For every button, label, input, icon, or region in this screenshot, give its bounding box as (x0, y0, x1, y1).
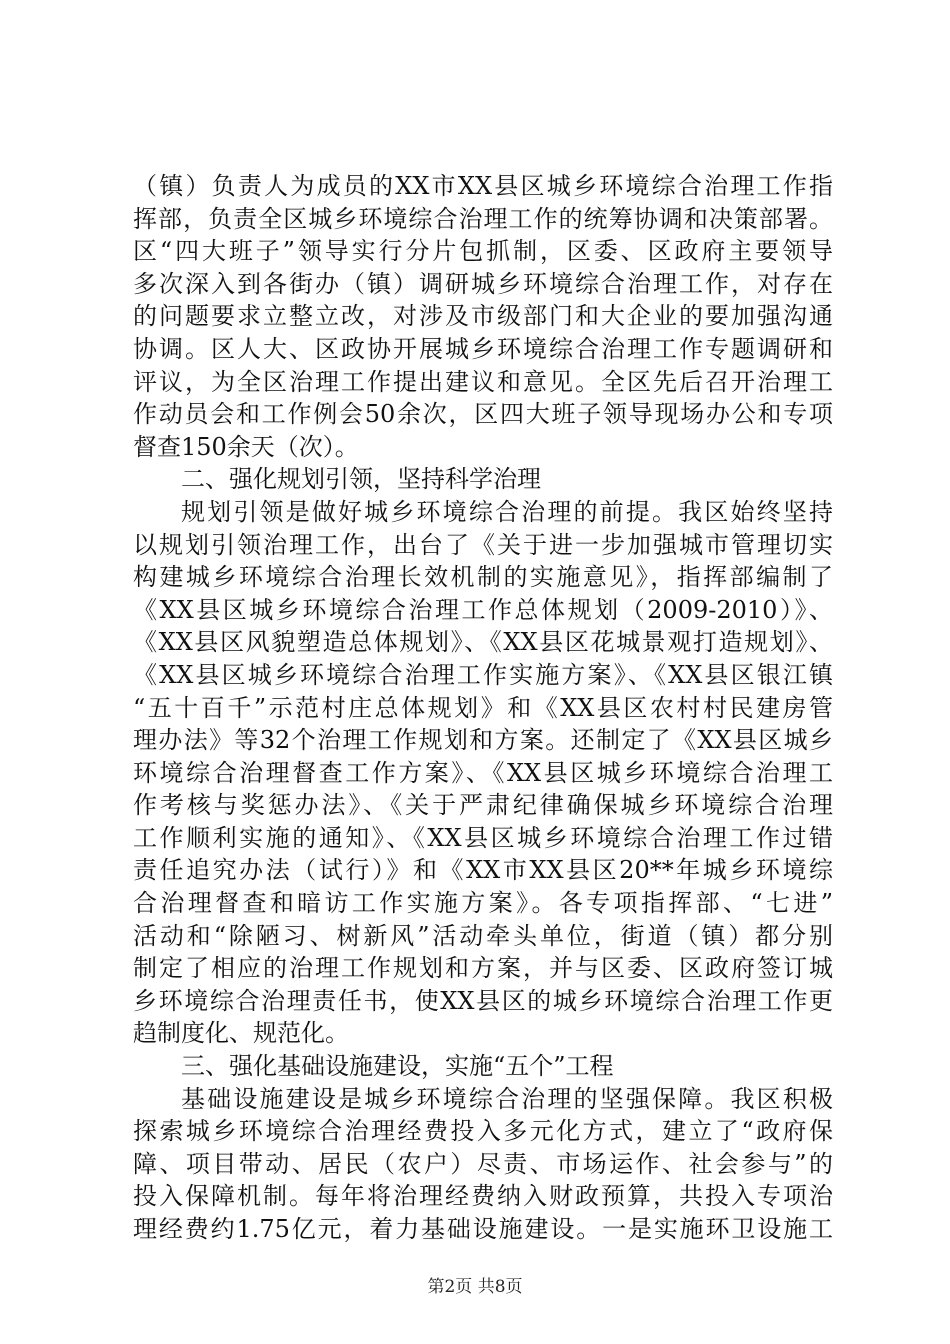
text-line: 构建城乡环境综合治理长效机制的实施意见》，指挥部编制了 (133, 563, 833, 592)
text-line: 乡环境综合治理责任书，使XX县区的城乡环境综合治理工作更 (133, 986, 833, 1015)
text-line: 评议，为全区治理工作提出建议和意见。全区先后召开治理工 (133, 367, 833, 396)
text-line: 理经费约1.75亿元，着力基础设施建设。一是实施环卫设施工 (133, 1215, 833, 1243)
text-line: 的问题要求立整立改，对涉及市级部门和大企业的要加强沟通 (133, 302, 833, 331)
text-line: 《XX县区城乡环境综合治理工作实施方案》、《XX县区银江镇 (133, 660, 833, 689)
text-line: 制定了相应的治理工作规划和方案，并与区委、区政府签订城 (133, 954, 833, 983)
page-footer: 第2页 共8页 (427, 1277, 523, 1297)
text-line: 环境综合治理督查工作方案》、《XX县区城乡环境综合治理工 (133, 758, 833, 787)
text-line: 活动和“除陋习、树新风”活动牵头单位，街道（镇）都分别 (133, 921, 833, 950)
text-line: 挥部，负责全区城乡环境综合治理工作的统筹协调和决策部署。 (133, 204, 833, 233)
text-line: 作动员会和工作例会50余次，区四大班子领导现场办公和专项 (133, 400, 833, 429)
text-line: 多次深入到各街办（镇）调研城乡环境综合治理工作，对存在 (133, 269, 833, 298)
text-line: 以规划引领治理工作，出台了《关于进一步加强城市管理切实 (133, 530, 833, 559)
text-line: 作考核与奖惩办法》、《关于严肃纪律确保城乡环境综合治理 (133, 791, 833, 820)
text-line: 基础设施建设是城乡环境综合治理的坚强保障。我区积极 (181, 1084, 833, 1113)
text-line: 协调。区人大、区政协开展城乡环境综合治理工作专题调研和 (133, 334, 833, 363)
text-line: （镇）负责人为成员的XX市XX县区城乡环境综合治理工作指 (133, 172, 833, 200)
text-line: 理办法》等32个治理工作规划和方案。还制定了《XX县区城乡 (133, 726, 833, 755)
text-line: 探索城乡环境综合治理经费投入多元化方式，建立了“政府保 (133, 1117, 833, 1146)
text-line: 合治理督查和暗访工作实施方案》。各专项指挥部、“七进” (133, 889, 833, 918)
section-heading: 二、强化规划引领，坚持科学治理 (181, 465, 541, 494)
text-line: 督查150余天（次）。 (133, 432, 359, 461)
text-line: 《XX县区风貌塑造总体规划》、《XX县区花城景观打造规划》、 (133, 628, 833, 657)
section-heading: 三、强化基础设施建设，实施“五个”工程 (181, 1052, 614, 1081)
text-line: 工作顺利实施的通知》、《XX县区城乡环境综合治理工作过错 (133, 823, 833, 852)
text-line: 《XX县区城乡环境综合治理工作总体规划（2009-2010）》、 (133, 595, 833, 624)
text-line: 区“四大班子”领导实行分片包抓制，区委、区政府主要领导 (133, 237, 833, 266)
text-line: 障、项目带动、居民（农户）尽责、市场运作、社会参与”的 (133, 1149, 833, 1178)
text-line: “五十百千”示范村庄总体规划》和《XX县区农村村民建房管 (133, 693, 833, 722)
text-line: 规划引领是做好城乡环境综合治理的前提。我区始终坚持 (181, 497, 833, 526)
text-line: 投入保障机制。每年将治理经费纳入财政预算，共投入专项治 (133, 1182, 833, 1211)
text-line: 责任追究办法（试行）》和《XX市XX县区20**年城乡环境综 (133, 856, 833, 885)
text-line: 趋制度化、规范化。 (133, 1019, 349, 1048)
body-text (133, 170, 833, 1246)
